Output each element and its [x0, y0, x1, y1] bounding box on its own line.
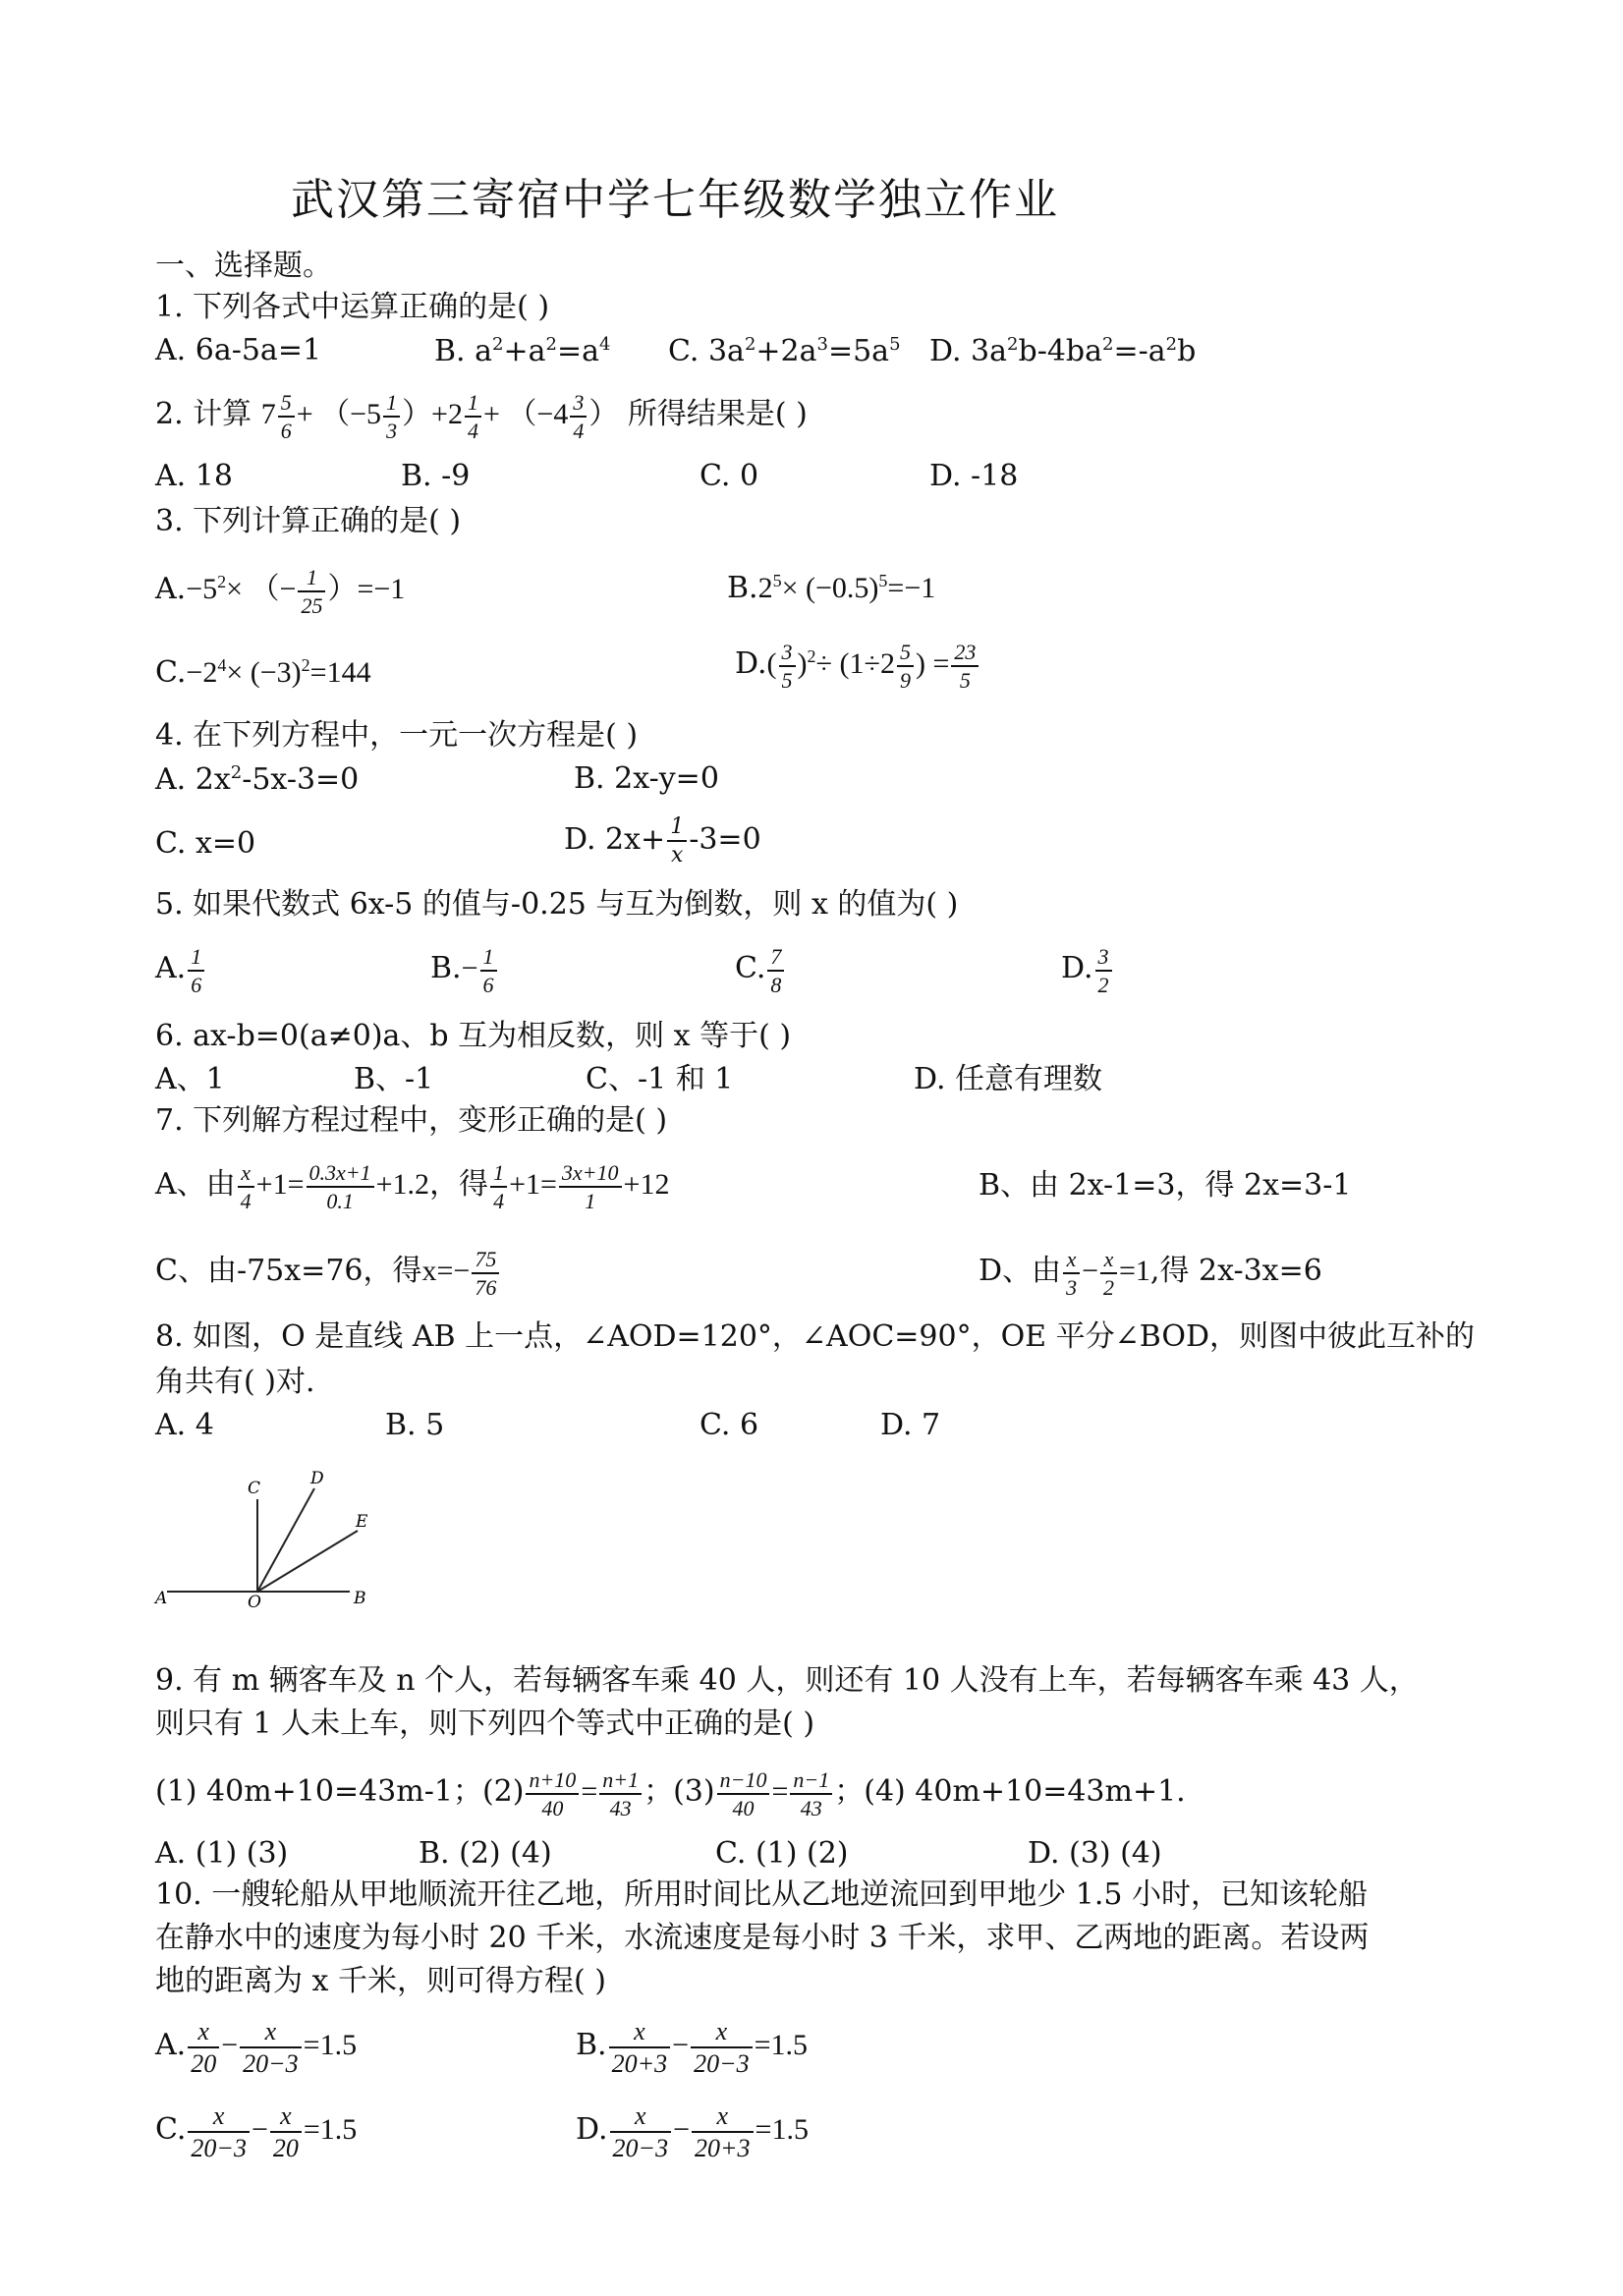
q10-option-b: B. $\frac{x}{20+3}$ − $\frac{x}{20-3}$ =1.5 — [576, 2017, 809, 2079]
q10-line3: 地的距离为 x 千米，则可得方程( ) — [155, 1964, 606, 1998]
q10-option-d: D. $\frac{x}{20-3}$ − $\frac{x}{20+3}$ =1.5 — [576, 2101, 809, 2163]
label-o: O — [248, 1593, 261, 1611]
q9-option-d: D. (3) (4) — [1028, 1836, 1162, 1871]
q4-option-a: A. $2x^2-5x-3=0$ — [155, 762, 360, 797]
ray-od — [257, 1488, 314, 1592]
q9-option-a: A. (1) (3) — [155, 1836, 289, 1871]
label-b: B — [354, 1589, 366, 1608]
q2-option-d: D. -18 — [929, 459, 1019, 493]
q1-option-d: D. $3a^2b-4ba^2=-a^2b$ — [929, 334, 1197, 368]
q4-option-d: D. 2x+ $\frac{1}{x}$ -3=0 — [564, 814, 761, 868]
q8-line2: 角共有( )对. — [155, 1365, 315, 1399]
q7-option-b: B、由 2x-1=3，得 2x=3-1 — [979, 1168, 1352, 1203]
q6-option-d: D. 任意有理数 — [914, 1062, 1103, 1096]
q3-option-c: $C.-2^4\times (-3)^2=144$ — [155, 655, 371, 690]
section-heading: 一、选择题。 — [155, 249, 332, 283]
q7-stem: 7. 下列解方程过程中，变形正确的是( ) — [155, 1103, 668, 1138]
q8-option-d: D. 7 — [880, 1408, 941, 1442]
q5-stem: 5. 如果代数式 6x-5 的值与-0.25 与互为倒数，则 x 的值为( ) — [155, 887, 959, 922]
q3-stem: 3. 下列计算正确的是( ) — [155, 504, 462, 538]
q8-angle-figure — [147, 1464, 383, 1611]
q8-option-b: B. 5 — [385, 1408, 445, 1442]
q9-line1: 9. 有 m 辆客车及 n 个人，若每辆客车乘 40 人，则还有 10 人没有上车，若每辆客车乘 43 人， — [155, 1663, 1419, 1698]
q3-option-a: $A.-5^2\times$ （− $\frac{1}{25}$ ）=−1 — [155, 565, 406, 619]
q7-option-a: A、由 $\frac{x}{4}$ +1= $\frac{0.3x+1}{0.1}$ +1.2，得 $\frac{1}{4}$ +1= $\frac{3x+10}{1}$ +12 — [155, 1160, 670, 1214]
q6-option-b: B、-1 — [354, 1062, 434, 1096]
page-title: 武汉第三寄宿中学七年级数学独立作业 — [291, 175, 1059, 225]
q9-line2: 则只有 1 人未上车，则下列四个等式中正确的是( ) — [155, 1707, 815, 1741]
q10-line2: 在静水中的速度为每小时 20 千米，水流速度是每小时 3 千米，求甲、乙两地的距离。若设两 — [155, 1921, 1370, 1955]
q3-option-d: D.( $\frac{3}{5}$ )$^2$÷ (1÷2 $\frac{5}{9}$ ) = $\frac{23}{5}$ — [735, 641, 980, 692]
q5-option-a: A. $\frac{1}{6}$ — [155, 945, 206, 996]
q2-option-b: B. -9 — [401, 459, 471, 493]
q1-option-a: A. 6a-5a=1 — [155, 333, 322, 367]
q1-option-b: B. $a^2+a^2=a^4$ — [434, 334, 611, 368]
ray-oe — [257, 1531, 358, 1592]
q4-stem: 4. 在下列方程中，一元一次方程是( ) — [155, 718, 639, 753]
q7-option-d: D、由 $\frac{x}{3}$ − $\frac{x}{2}$ =1,得 2x-3x=6 — [979, 1247, 1322, 1301]
q6-option-c: C、-1 和 1 — [586, 1062, 734, 1096]
q1-stem: 1. 下列各式中运算正确的是( ) — [155, 290, 550, 324]
q1-option-c: C. $3a^2+2a^3=5a^5$ — [668, 334, 901, 368]
q9-statements: (1) 40m+10=43m-1；(2) $\frac{n+10}{40}$ = $\frac{n+1}{43}$ ；(3) $\frac{n-10}{40}$ = $\frac{n-1}{43}$ ；(4) 40m+10=43m+1. — [155, 1767, 1186, 1821]
label-e: E — [356, 1512, 368, 1532]
q8-option-c: C. 6 — [700, 1408, 759, 1442]
q10-option-c: C. $\frac{x}{20-3}$ − $\frac{x}{20}$ =1.5 — [155, 2101, 358, 2163]
q8-option-a: A. 4 — [155, 1408, 214, 1442]
q6-stem: 6. ax-b=0(a≠0)a、b 互为相反数，则 x 等于( ) — [155, 1019, 792, 1053]
q10-option-a: A. $\frac{x}{20}$ − $\frac{x}{20-3}$ =1.5 — [155, 2017, 358, 2079]
q9-option-c: C. (1) (2) — [715, 1836, 849, 1871]
q3-option-b: $B.2^5\times (-0.5)^5=-1$ — [727, 571, 936, 605]
label-a: A — [155, 1589, 168, 1608]
q5-option-b: B.− $\frac{1}{6}$ — [430, 945, 499, 996]
q4-option-b: B. 2x-y=0 — [574, 761, 719, 796]
label-c: C — [248, 1479, 261, 1498]
q4-option-c: C. x=0 — [155, 826, 256, 861]
q7-option-c: C、由-75x=76，得x=− $\frac{75}{76}$ — [155, 1248, 501, 1299]
q6-option-a: A、1 — [155, 1062, 225, 1096]
q10-line1: 10. 一艘轮船从甲地顺流开往乙地，所用时间比从乙地逆流回到甲地少 1.5 小时，已知该轮船 — [155, 1877, 1369, 1912]
q2-option-a: A. 18 — [155, 459, 233, 493]
q8-line1: 8. 如图，O 是直线 AB 上一点，∠AOD=120°，∠AOC=90°，OE 平分∠BOD，则图中彼此互补的 — [155, 1319, 1475, 1354]
q5-option-c: C. $\frac{7}{8}$ — [735, 945, 786, 996]
q2-option-c: C. 0 — [700, 459, 759, 493]
q5-option-d: D. $\frac{3}{2}$ — [1061, 945, 1114, 996]
q2-stem: 2. 计算 7 $\frac{5}{6}$ + （−5 $\frac{1}{3}$ ）+2 $\frac{1}{4}$ + （−4 $\frac{3}{4}$ ） 所得结果是( ) — [155, 390, 808, 444]
label-d: D — [310, 1469, 324, 1488]
q9-option-b: B. (2) (4) — [419, 1836, 552, 1871]
